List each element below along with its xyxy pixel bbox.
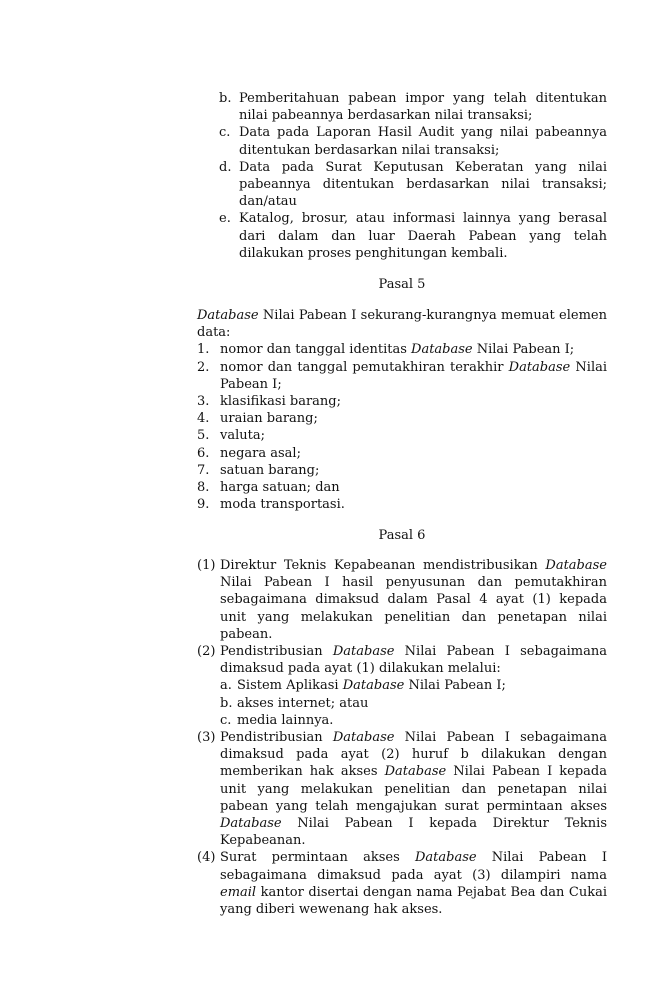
list-marker: 2. bbox=[197, 359, 210, 375]
top-list bbox=[197, 90, 607, 262]
list-item bbox=[197, 159, 607, 211]
ayat-text: Pendistribusian Database Nilai Pabean I sebagaimana dimaksud pada ayat (2) huruf b dilakukan dengan memberikan hak akses Database Nilai Pabean I kepada unit yang melakukan penelitian dan penetapan nilai pabean yang telah mengajukan surat permintaan akses Database Nilai Pabean I kepada Direktur Teknis Kepabeanan. bbox=[220, 730, 608, 849]
list-text: nomor dan tanggal pemutakhiran terakhir Database Nilai Pabean I; bbox=[220, 359, 608, 392]
ayat-text: Pendistribusian Database Nilai Pabean I sebagaimana dimaksud pada ayat (1) dilakukan melalui: bbox=[220, 644, 607, 677]
intro-rest: Nilai Pabean I sekurang-kurangnya memuat elemen data: bbox=[197, 308, 607, 341]
pasal-6-body bbox=[197, 557, 607, 918]
list-item bbox=[197, 393, 607, 410]
sub-marker: a. bbox=[220, 678, 232, 694]
list-text: valuta; bbox=[220, 428, 265, 444]
list-text: Pemberitahuan pabean impor yang telah ditentukan nilai pabeannya berdasarkan nilai transaksi; bbox=[239, 91, 607, 124]
list-text: harga satuan; dan bbox=[220, 480, 340, 496]
sub-item bbox=[220, 695, 607, 712]
ayat-text: Surat permintaan akses Database Nilai Pabean I sebagaimana dimaksud pada ayat (3) dilampiri nama email kantor disertai dengan nama Pejabat Bea dan Cukai yang diberi wewenang hak akses. bbox=[220, 850, 607, 918]
ayat-text: Direktur Teknis Kepabeanan mendistribusikan Database Nilai Pabean I hasil penyusunan dan pemutakhiran sebagaimana dimaksud dalam Pasal 4 ayat (1) kepada unit yang melakukan penelitian dan penetapan nilai pabean. bbox=[220, 558, 607, 642]
ayat-2-sublist bbox=[220, 677, 607, 729]
ayat-2 bbox=[197, 643, 607, 729]
pasal-5-intro bbox=[197, 307, 607, 341]
intro-italic: Database bbox=[197, 308, 259, 323]
list-item bbox=[197, 210, 607, 262]
list-item bbox=[197, 359, 607, 393]
ayat-1 bbox=[197, 557, 607, 643]
list-marker: e. bbox=[219, 211, 231, 227]
list-item bbox=[197, 341, 607, 358]
list-text: negara asal; bbox=[220, 445, 301, 461]
list-marker: c. bbox=[219, 125, 231, 141]
list-marker: 4. bbox=[197, 411, 210, 427]
ayat-3 bbox=[197, 729, 607, 849]
list-marker: 1. bbox=[197, 342, 210, 358]
sub-text: akses internet; atau bbox=[237, 695, 369, 711]
list-marker: 6. bbox=[197, 445, 210, 461]
list-marker: b. bbox=[219, 91, 232, 106]
list-text: moda transportasi. bbox=[220, 497, 345, 513]
list-text: satuan barang; bbox=[220, 462, 320, 478]
list-text: Data pada Surat Keputusan Keberatan yang nilai pabeannya ditentukan berdasarkan nilai transaksi; dan/atau bbox=[239, 159, 607, 210]
list-item bbox=[197, 496, 607, 513]
sub-marker: c. bbox=[220, 712, 232, 728]
list-item bbox=[197, 124, 607, 158]
pasal-5-body bbox=[197, 307, 607, 513]
ayat-marker: (2) bbox=[197, 644, 216, 660]
list-marker: 8. bbox=[197, 480, 210, 496]
list-text: Data pada Laporan Hasil Audit yang nilai pabeannya ditentukan berdasarkan nilai transaksi; bbox=[239, 125, 607, 158]
ayat-marker: (4) bbox=[197, 850, 216, 866]
list-item bbox=[197, 427, 607, 444]
list-item bbox=[197, 462, 607, 479]
list-item bbox=[197, 445, 607, 462]
list-text: Katalog, brosur, atau informasi lainnya yang berasal dari dalam dan luar Daerah Pabean yang telah dilakukan proses penghitungan kembali. bbox=[239, 211, 607, 261]
list-marker: 3. bbox=[197, 394, 210, 410]
list-item bbox=[197, 90, 607, 124]
sub-item bbox=[220, 677, 607, 694]
ayat-marker: (1) bbox=[197, 558, 216, 573]
list-text: uraian barang; bbox=[220, 411, 318, 427]
sub-text: media lainnya. bbox=[237, 712, 334, 728]
list-marker: 7. bbox=[197, 462, 210, 478]
list-marker: 5. bbox=[197, 428, 210, 444]
sub-text: Sistem Aplikasi Database Nilai Pabean I; bbox=[237, 678, 506, 694]
sub-item bbox=[220, 712, 607, 729]
list-text: nomor dan tanggal identitas Database Nilai Pabean I; bbox=[220, 342, 575, 358]
pasal-5-heading: Pasal 5 bbox=[378, 277, 426, 292]
list-marker: 9. bbox=[197, 497, 210, 513]
ayat-4 bbox=[197, 849, 607, 918]
list-text: klasifikasi barang; bbox=[220, 394, 341, 410]
list-item bbox=[197, 479, 607, 496]
list-marker: d. bbox=[219, 159, 232, 175]
pasal-6-heading: Pasal 6 bbox=[378, 528, 426, 543]
list-item bbox=[197, 410, 607, 427]
sub-marker: b. bbox=[220, 695, 233, 711]
ayat-marker: (3) bbox=[197, 730, 216, 746]
